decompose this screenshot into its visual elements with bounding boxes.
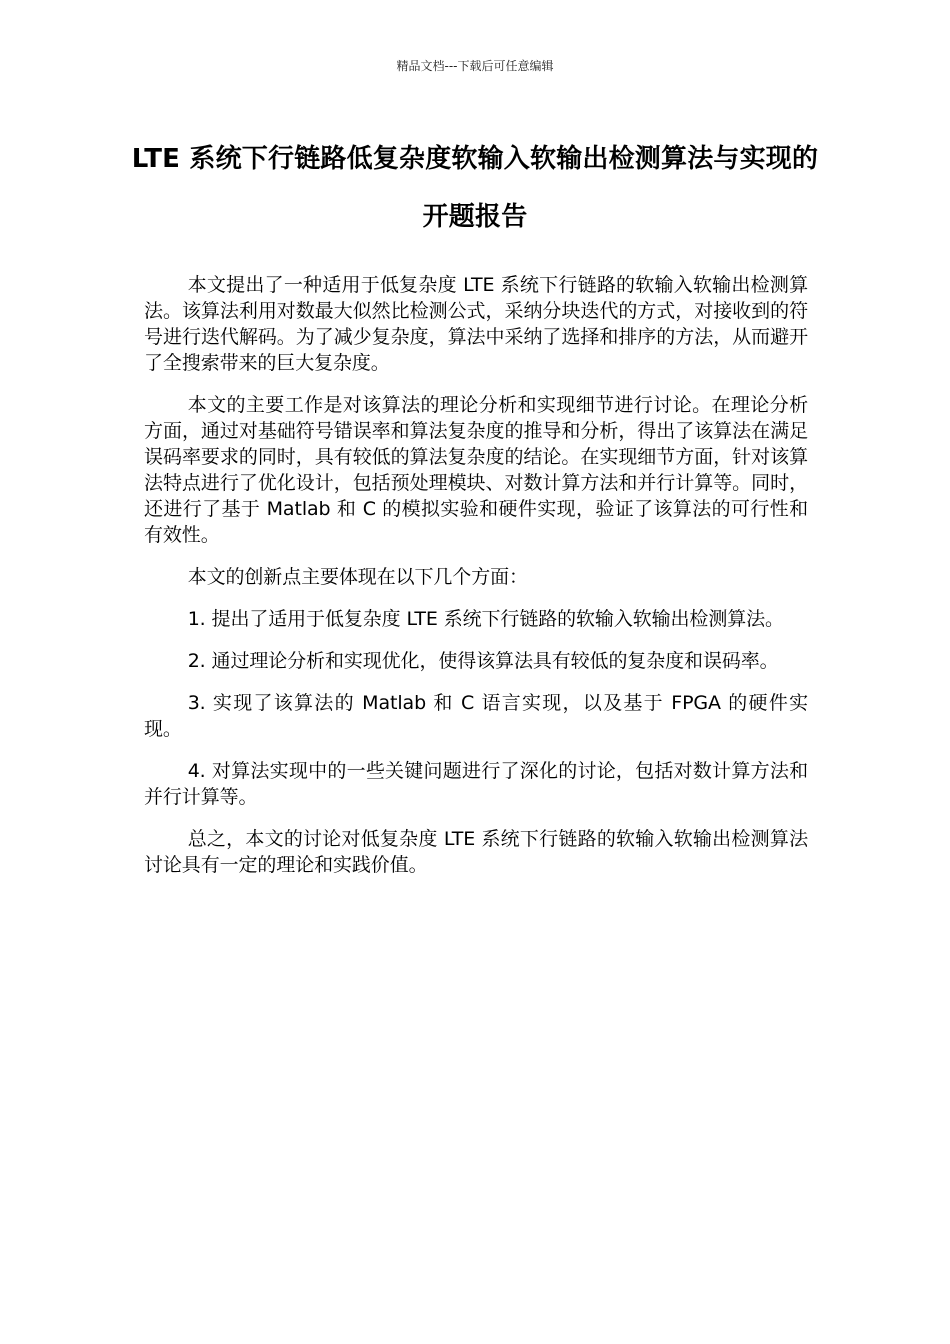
document-title: LTE 系统下行链路低复杂度软输入软输出检测算法与实现的开题报告 xyxy=(131,144,819,232)
paragraph-intro: 本文提出了一种适用于低复杂度 LTE 系统下行链路的软输入软输出检测算法。该算法利用对数最大似然比检测公式，采纳分块迭代的方式，对接收到的符号进行迭代解码。为了减少复杂度，算法中采纳了选择和排序的方法，从而避开了全搜索带来的巨大复杂度。 xyxy=(144,274,808,374)
paragraph-main-work: 本文的主要工作是对该算法的理论分析和实现细节进行讨论。在理论分析方面，通过对基础符号错误率和算法复杂度的推导和分析，得出了该算法在满足误码率要求的同时，具有较低的算法复杂度的结论。在实现细节方面，针对该算法特点进行了优化设计，包括预处理模块、对数计算方法和并行计算等。同时，还进行了基于 Matlab 和 C 的模拟实验和硬件实现，验证了该算法的可行性和有效性。 xyxy=(144,394,808,546)
list-item-innovation-3: 3. 实现了该算法的 Matlab 和 C 语言实现，以及基于 FPGA 的硬件实现。 xyxy=(144,692,808,740)
paragraph-conclusion: 总之，本文的讨论对低复杂度 LTE 系统下行链路的软输入软输出检测算法讨论具有一定的理论和实践价值。 xyxy=(144,828,808,876)
paragraph-innovations-lead: 本文的创新点主要体现在以下几个方面： xyxy=(187,566,528,588)
list-item-innovation-2: 2. 通过理论分析和实现优化，使得该算法具有较低的复杂度和误码率。 xyxy=(187,650,779,672)
list-item-innovation-4: 4. 对算法实现中的一些关键问题进行了深化的讨论，包括对数计算方法和并行计算等。 xyxy=(144,760,808,808)
header-note: 精品文档---下载后可任意编辑 xyxy=(396,59,554,73)
document-body xyxy=(144,272,808,894)
list-item-innovation-1: 1. 提出了适用于低复杂度 LTE 系统下行链路的软输入软输出检测算法。 xyxy=(187,608,784,630)
